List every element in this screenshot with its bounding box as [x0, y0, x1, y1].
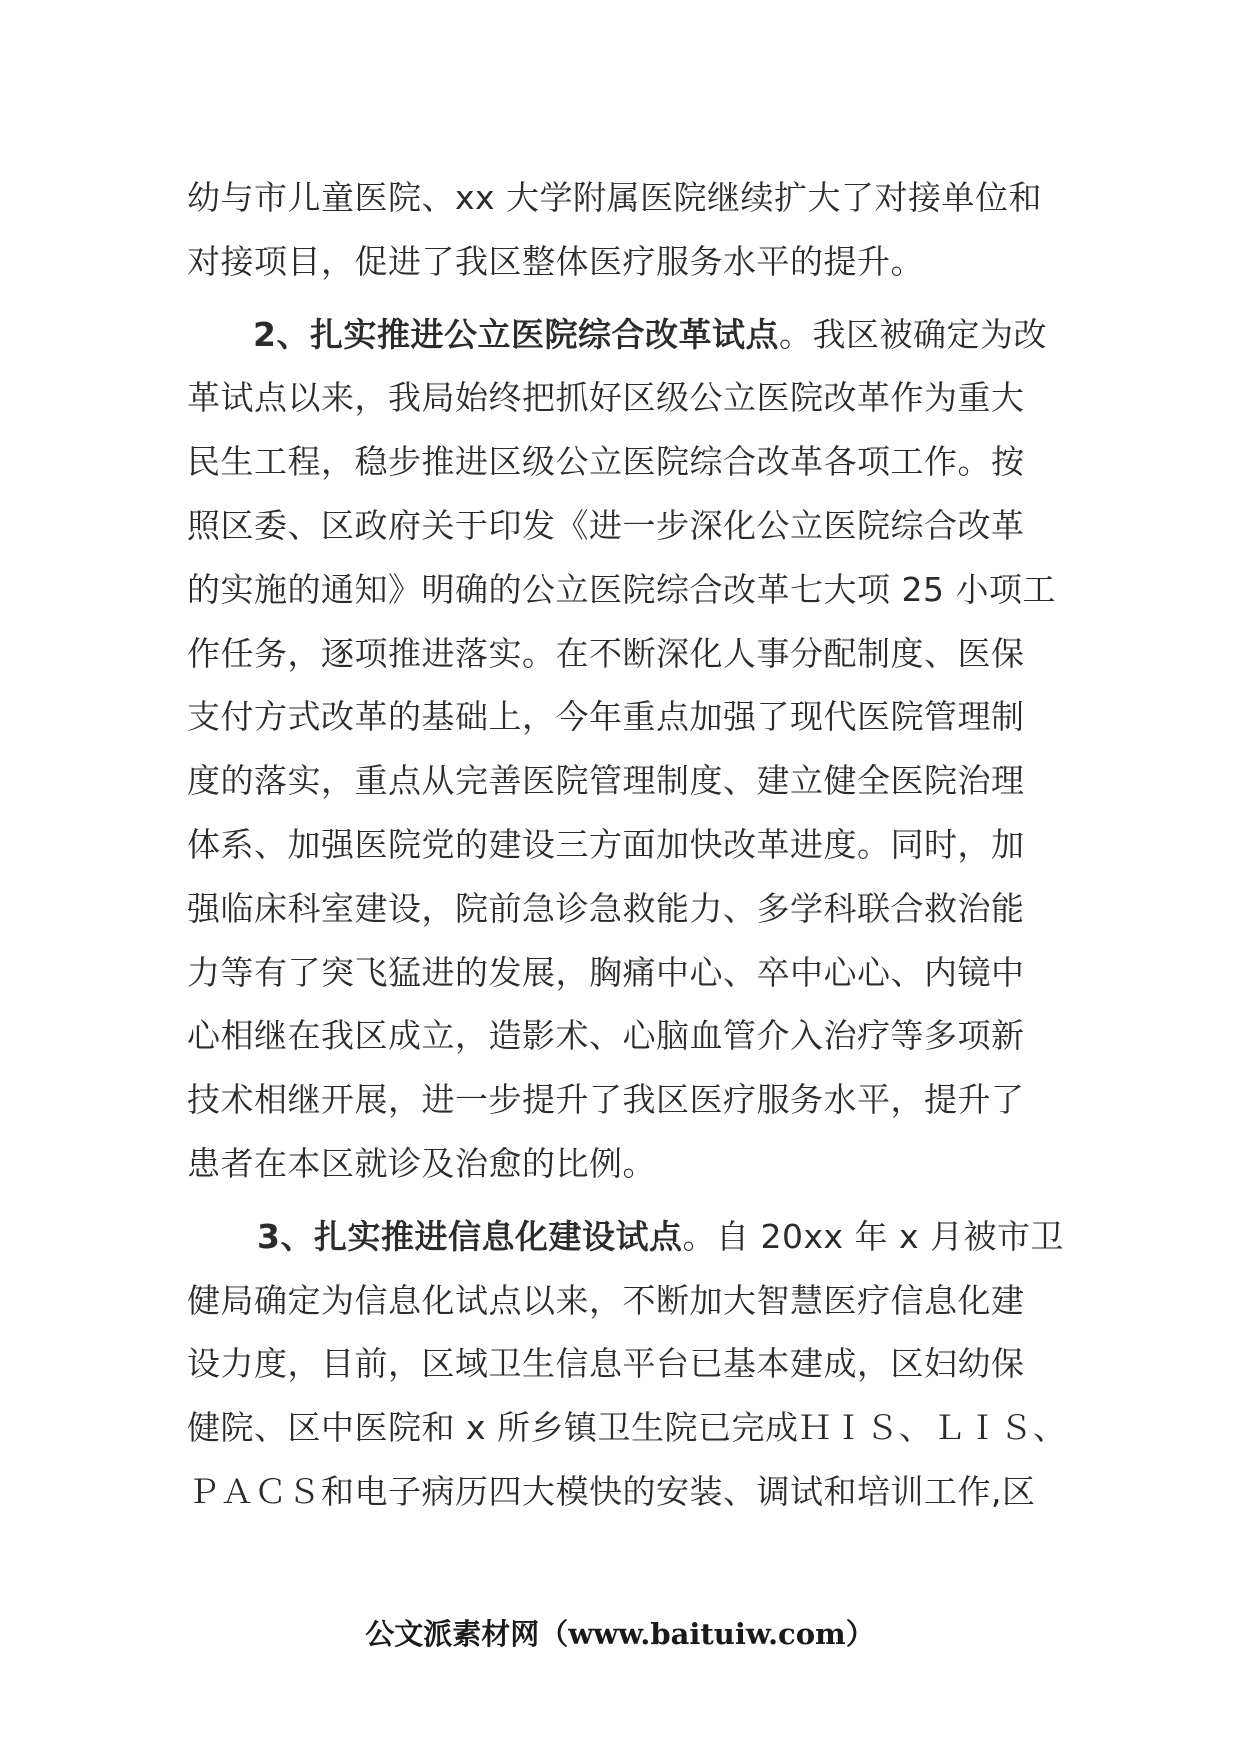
text-line: 照区委、区政府关于印发《进一步深化公立医院综合改革 — [187, 505, 1025, 545]
document-body — [187, 166, 1067, 1524]
text-line: 健院、区中医院和 x 所乡镇卫生院已完成ＨＩＳ、ＬＩＳ、 — [187, 1408, 1067, 1448]
text-line: 对接项目，促进了我区整体医疗服务水平的提升。 — [187, 241, 924, 281]
page-footer: 公文派素材网（www.baituiw.com） — [365, 1617, 875, 1651]
text-line: 革试点以来，我局始终把抓好区级公立医院改革作为重大 — [187, 378, 1025, 418]
text-line: 心相继在我区成立，造影术、心脑血管介入治疗等多项新 — [187, 1016, 1025, 1056]
text-line: ＰＡＣＳ和电子病历四大模快的安装、调试和培训工作,区 — [187, 1471, 1036, 1511]
text-line: 体系、加强医院党的建设三方面加快改革进度。同时，加 — [187, 824, 1025, 864]
text-line: 强临床科室建设，院前急诊急救能力、多学科联合救治能 — [187, 888, 1025, 928]
paragraph-1 — [187, 166, 1055, 294]
paragraph-3 — [187, 1205, 1067, 1524]
text-line: 力等有了突飞猛进的发展，胸痛中心、卒中心心、内镜中 — [187, 952, 1025, 992]
paragraph-2-first-line — [187, 303, 1055, 367]
text-line: 健局确定为信息化试点以来，不断加大智慧医疗信息化建 — [187, 1280, 1025, 1320]
paragraph-3-first-line-text: 。自 20xx 年 x 月被市卫 — [682, 1216, 1065, 1256]
text-line: 的实施的通知》明确的公立医院综合改革七大项 25 小项工 — [187, 569, 1056, 609]
paragraph-2-heading: 2、扎实推进公立医院综合改革试点 — [253, 314, 779, 354]
paragraph-2-first-line-text: 。我区被确定为改 — [778, 314, 1047, 354]
text-line: 幼与市儿童医院、xx 大学附属医院继续扩大了对接单位和 — [187, 178, 1043, 217]
text-line: 度的落实，重点从完善医院管理制度、建立健全医院治理 — [187, 761, 1025, 801]
text-line: 技术相继开展，进一步提升了我区医疗服务水平，提升了 — [187, 1080, 1025, 1120]
paragraph-2 — [187, 303, 1055, 1196]
paragraph-3-first-line — [187, 1205, 1065, 1269]
text-line: 支付方式改革的基础上，今年重点加强了现代医院管理制 — [187, 697, 1025, 737]
paragraph-3-heading: 3、扎实推进信息化建设试点 — [257, 1216, 683, 1256]
text-line: 民生工程，稳步推进区级公立医院综合改革各项工作。按 — [187, 442, 1025, 482]
text-line: 患者在本区就诊及治愈的比例。 — [187, 1143, 656, 1183]
text-line: 作任务，逐项推进落实。在不断深化人事分配制度、医保 — [187, 633, 1025, 673]
text-line: 设力度，目前，区域卫生信息平台已基本建成，区妇幼保 — [187, 1344, 1025, 1384]
